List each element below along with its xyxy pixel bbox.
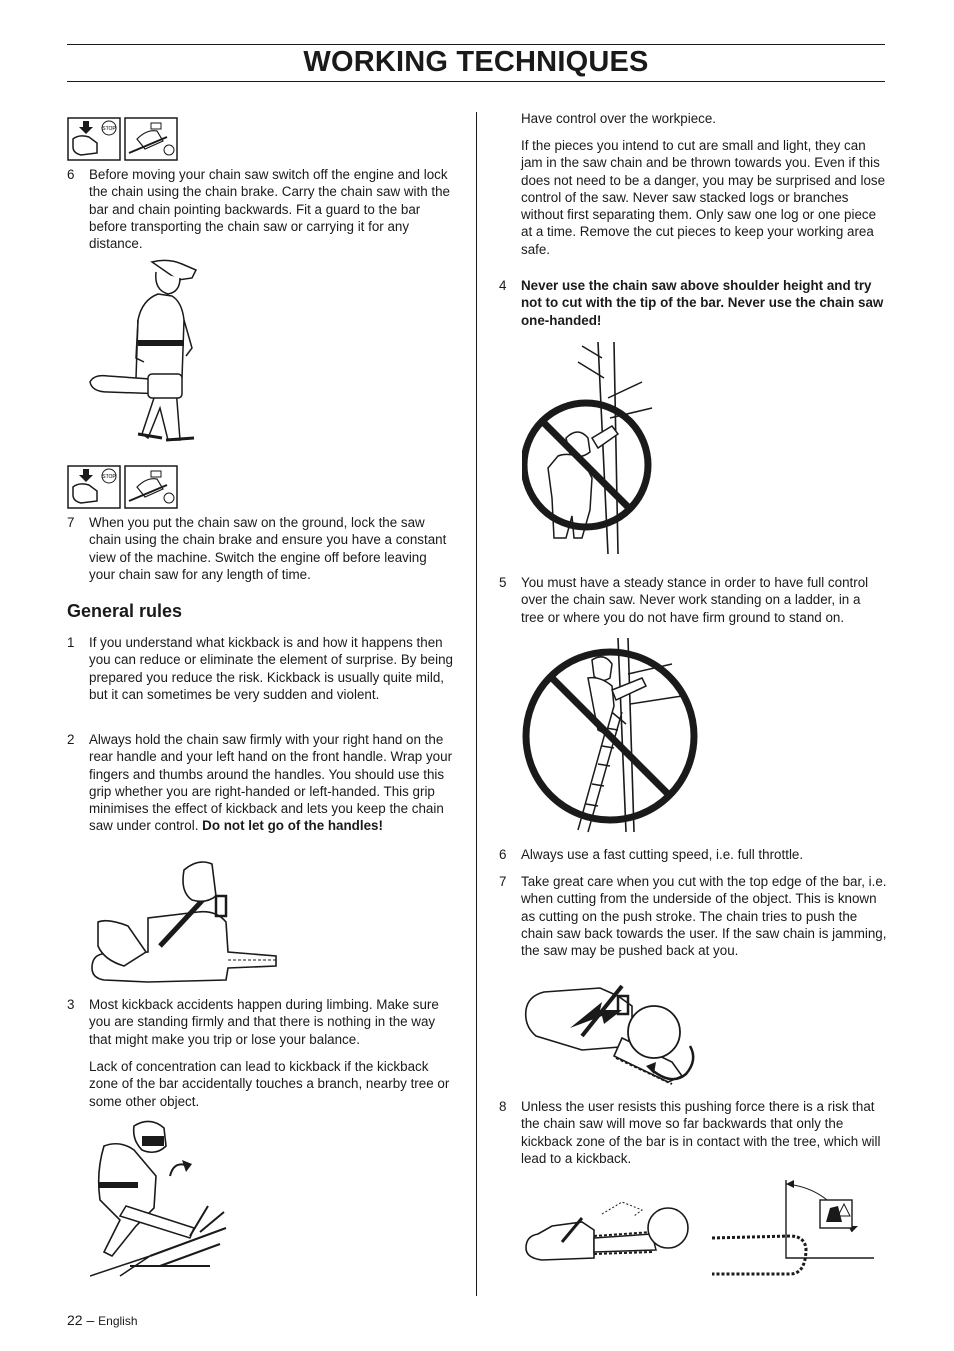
svg-text:STOP: STOP bbox=[102, 474, 116, 480]
page-footer bbox=[67, 1312, 138, 1328]
no-overhead-cutting-illustration bbox=[522, 338, 662, 560]
page-number: 22 – bbox=[67, 1312, 95, 1328]
kickback-saw-illustration bbox=[522, 1196, 692, 1264]
carrying-chainsaw-illustration bbox=[88, 258, 203, 448]
chainsaw-grip-illustration bbox=[88, 856, 280, 988]
stop-brake-symbols-2 bbox=[67, 465, 179, 509]
limbing-illustration bbox=[90, 1116, 230, 1282]
footer-language: English bbox=[98, 1314, 138, 1328]
svg-text:STOP: STOP bbox=[102, 126, 116, 132]
header-rule-bottom bbox=[67, 81, 885, 82]
section-heading-general-rules: General rules bbox=[67, 601, 183, 621]
workpiece-text: If the pieces you intend to cut are small and light, they can jam in the saw chain and be thrown towards you. Even if this does not need to be a danger, you may be surprised and lose control of the saw. Never saw stacked logs or branches without first separating them. Only saw one log or one piece at a time. Remove the cut pieces to keep your working area safe. bbox=[521, 138, 886, 257]
general-rule-3-continued: Lack of concentration can lead to kickback if the kickback zone of the bar accidentally touches a branch, nearby tree or some other object. bbox=[89, 1059, 450, 1109]
push-stroke-illustration bbox=[522, 966, 704, 1090]
column-divider bbox=[476, 112, 477, 1296]
header-rule-top bbox=[67, 44, 885, 45]
page-title: WORKING TECHNIQUES bbox=[303, 46, 649, 78]
kickback-zone-chain-illustration bbox=[712, 1176, 876, 1282]
stop-brake-symbols-1 bbox=[67, 117, 179, 161]
workpiece-heading: Have control over the workpiece. bbox=[521, 111, 717, 126]
no-ladder-illustration bbox=[522, 634, 702, 836]
